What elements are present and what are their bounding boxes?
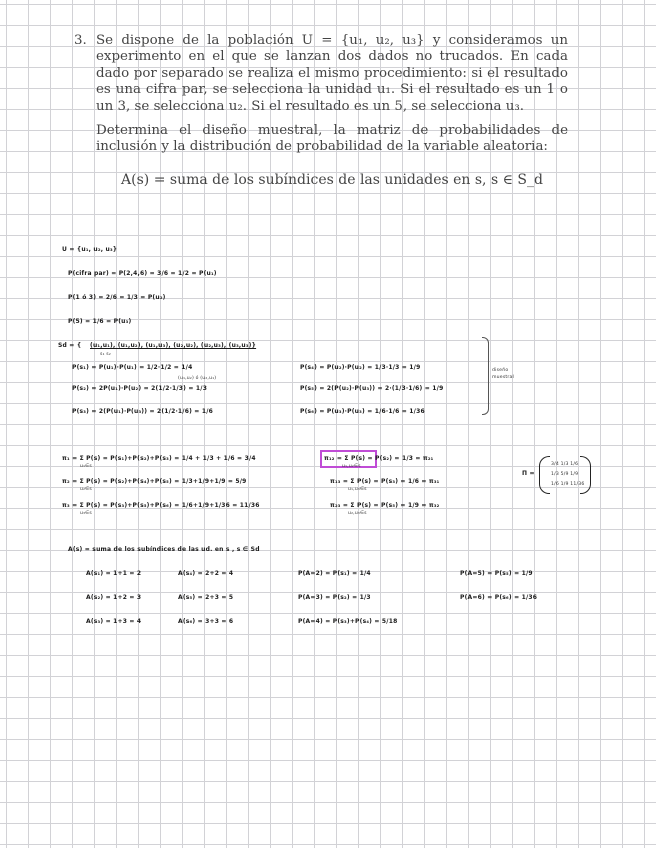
note-pi13-sub: u₁,u₃∈s bbox=[348, 487, 367, 492]
note-pi23-sub: u₂,u₃∈s bbox=[348, 511, 367, 516]
problem-statement bbox=[74, 33, 568, 188]
note-pa6: P(A=6) = P(s₆) = 1/36 bbox=[460, 594, 538, 601]
note-pi1-sub: u₁∈s bbox=[80, 464, 92, 469]
matrix-row-3: 1/6 1/9 11/36 bbox=[551, 482, 585, 487]
matrix-left-paren bbox=[539, 456, 550, 494]
note-pi1: π₁ = Σ P(s) = P(s₁)+P(s₂)+P(s₃) = 1/4 + 1/3 + 1/6 = 3/4 bbox=[62, 455, 256, 462]
note-pi12-sub: u₁,u₂∈s bbox=[342, 464, 361, 469]
note-a4: A(s₄) = 2+2 = 4 bbox=[178, 570, 234, 577]
problem-display-equation: A(s) = suma de los subíndices de las unidades en s, s ∈ S_d bbox=[121, 171, 543, 188]
note-pi3-sub: u₃∈s bbox=[80, 511, 92, 516]
note-a-title: A(s) = suma de los subíndices de las ud. en s , s ∈ Sd bbox=[68, 546, 260, 553]
problem-paragraph-1: Se dispone de la población U = {u₁, u₂, u₃} y consideramos un experimento en el que se lanzan dos dados no trucados. En cada dado por separado se realiza el mismo procedimiento: si el resultado es una cifra par, se selecciona la unidad u₁. Si el resultado es un 1 o un 3, se selecciona u₂. Si el resultado es un 5, se selecciona u₃. bbox=[96, 33, 568, 114]
note-pi2: π₂ = Σ P(s) = P(s₂)+P(s₄)+P(s₅) = 1/3+1/9+1/9 = 5/9 bbox=[62, 478, 247, 485]
note-prob-1-or-3: P(1 ó 3) = 2/6 = 1/3 = P(u₂) bbox=[68, 294, 166, 301]
brace-label-1: diseño bbox=[492, 368, 509, 373]
note-sd-label: Sd = { bbox=[58, 342, 82, 349]
note-a1: A(s₁) = 1+1 = 2 bbox=[86, 570, 142, 577]
note-pa3: P(A=3) = P(s₂) = 1/3 bbox=[298, 594, 371, 601]
note-pi12: π₁₂ = Σ P(s) = P(s₂) = 1/3 = π₂₁ bbox=[324, 455, 434, 462]
matrix-label: Π = bbox=[522, 470, 535, 477]
note-pi13: π₁₃ = Σ P(s) = P(s₃) = 1/6 = π₃₁ bbox=[330, 478, 440, 485]
note-pi3: π₃ = Σ P(s) = P(s₃)+P(s₅)+P(s₆) = 1/6+1/9+1/36 = 11/36 bbox=[62, 502, 260, 509]
problem-number: 3. bbox=[74, 33, 87, 48]
note-pi23: π₂₃ = Σ P(s) = P(s₅) = 1/9 = π₃₂ bbox=[330, 502, 440, 509]
note-pi2-sub: u₂∈s bbox=[80, 487, 92, 492]
note-sd-items: (u₁,u₁), (u₁,u₂), (u₁,u₃), (u₂,u₂), (u₂,u₃), (u₃,u₃)} bbox=[90, 342, 257, 349]
note-a2: A(s₂) = 1+2 = 3 bbox=[86, 594, 142, 601]
design-brace bbox=[482, 337, 489, 415]
note-a3: A(s₃) = 1+3 = 4 bbox=[86, 618, 142, 625]
note-sd-subscripts: s₁ s₂ bbox=[100, 352, 111, 357]
matrix-row-1: 3/4 1/3 1/6 bbox=[551, 462, 579, 467]
note-ps2: P(s₂) = 2P(u₁)·P(u₂) = 2(1/2·1/3) = 1/3 bbox=[72, 385, 208, 392]
note-ps4: P(s₄) = P(u₂)·P(u₂) = 1/3·1/3 = 1/9 bbox=[300, 364, 421, 371]
note-prob-5: P(5) = 1/6 = P(u₃) bbox=[68, 318, 132, 325]
note-pa4: P(A=4) = P(s₃)+P(s₄) = 5/18 bbox=[298, 618, 398, 625]
matrix-right-paren bbox=[580, 456, 591, 494]
note-ps1: P(s₁) = P(u₁)·P(u₁) = 1/2·1/2 = 1/4 bbox=[72, 364, 193, 371]
note-ps3: P(s₃) = 2(P(u₁)·P(u₃)) = 2(1/2·1/6) = 1/6 bbox=[72, 408, 213, 415]
note-population: U = {u₁, u₂, u₃} bbox=[62, 246, 118, 253]
note-a5: A(s₅) = 2+3 = 5 bbox=[178, 594, 234, 601]
matrix-row-2: 1/3 5/9 1/9 bbox=[551, 472, 579, 477]
brace-label-2: muestral bbox=[492, 375, 514, 380]
note-pa2: P(A=2) = P(s₁) = 1/4 bbox=[298, 570, 371, 577]
note-prob-even: P(cifra par) = P(2,4,6) = 3/6 = 1/2 = P(u₁) bbox=[68, 270, 217, 277]
note-ps6: P(s₆) = P(u₃)·P(u₃) = 1/6·1/6 = 1/36 bbox=[300, 408, 425, 415]
problem-paragraph-2: Determina el diseño muestral, la matriz de probabilidades de inclusión y la distribución de probabilidad de la variable aleatoria: bbox=[96, 123, 568, 155]
note-a6: A(s₆) = 3+3 = 6 bbox=[178, 618, 234, 625]
note-pa5: P(A=5) = P(s₅) = 1/9 bbox=[460, 570, 533, 577]
note-ps5: P(s₅) = 2(P(u₂)·P(u₃)) = 2·(1/3·1/6) = 1/9 bbox=[300, 385, 444, 392]
note-ps2-annotation: (u₁,u₂) ó (u₂,u₁) bbox=[178, 376, 217, 381]
